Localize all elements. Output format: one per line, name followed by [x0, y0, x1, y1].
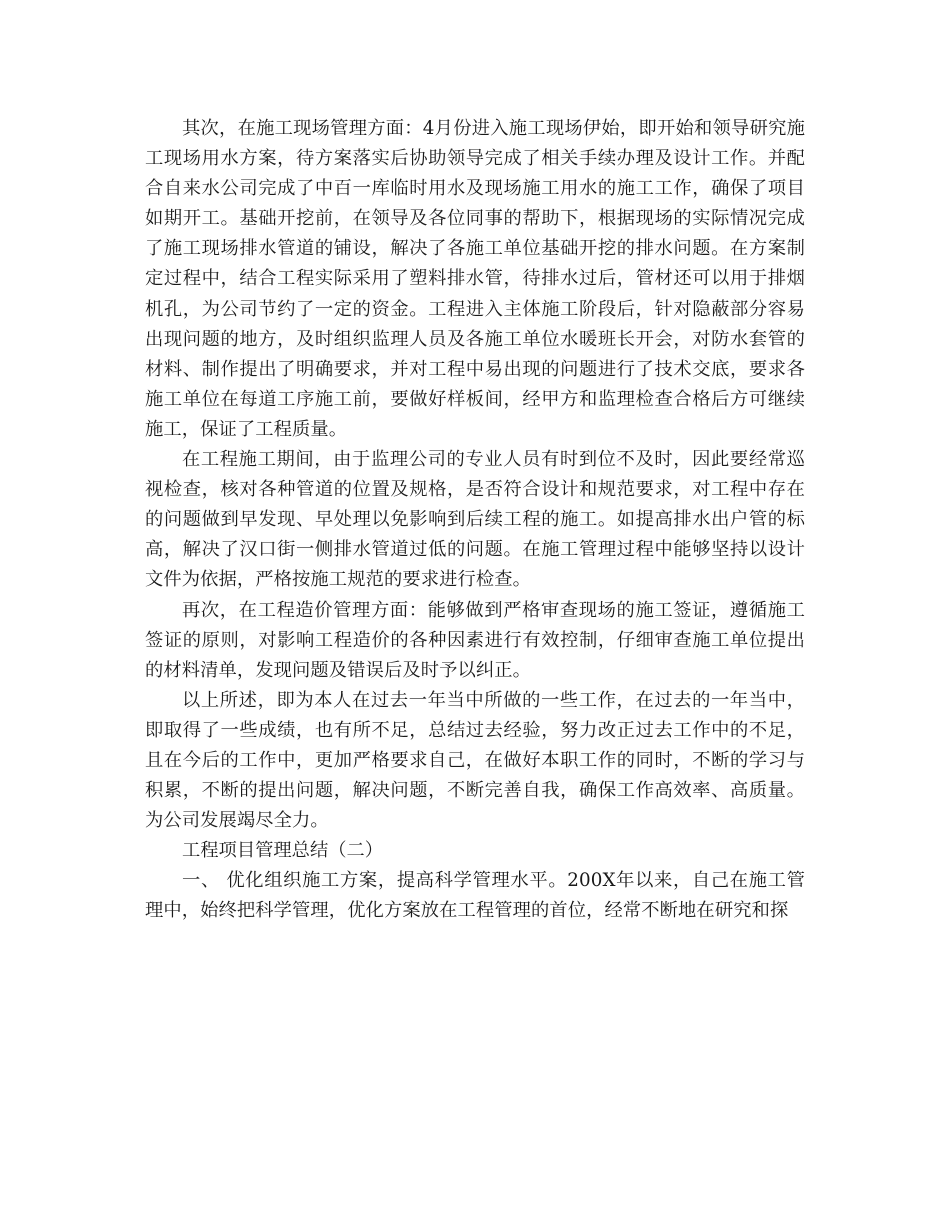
paragraph-cost-management: 再次，在工程造价管理方面：能够做到严格审查现场的施工签证，遵循施工签证的原则，对影响工程造价的各种因素进行有效控制，仔细审查施工单位提出的材料清单，发现问题及错误后及时予以纠正。	[145, 599, 805, 681]
section-title: 工程项目管理总结（二）	[182, 840, 384, 862]
paragraph-construction-period: 在工程施工期间，由于监理公司的专业人员有时到位不及时，因此要经常巡视检查，核对各种管道的位置及规格，是否符合设计和规范要求，对工程中存在的问题做到早发现、早处理以免影响到后续工程的施工。如提高排水出户管的标高，解决了汉口街一侧排水管道过低的问题。在施工管理过程中能够坚持以设计文件为依据，严格按施工规范的要求进行检查。	[145, 449, 805, 591]
document-body	[145, 114, 805, 927]
paragraph-optimization: 一、 优化组织施工方案，提高科学管理水平。200X年以来，自己在施工管理中，始终把科学管理，优化方案放在工程管理的首位，经常不断地在研究和探	[145, 870, 805, 922]
paragraph-summary: 以上所述，即为本人在过去一年当中所做的一些工作，在过去的一年当中，即取得了一些成绩，也有所不足，总结过去经验，努力改正过去工作中的不足，且在今后的工作中，更加严格要求自己，在做好本职工作的同时，不断的学习与积累，不断的提出问题，解决问题，不断完善自我，确保工作高效率、高质量。为公司发展竭尽全力。	[145, 689, 805, 832]
paragraph-site-management: 其次，在施工现场管理方面：4月份进入施工现场伊始，即开始和领导研究施工现场用水方案，待方案落实后协助领导完成了相关手续办理及设计工作。并配合自来水公司完成了中百一库临时用水及现场施工用水的施工工作，确保了项目如期开工。基础开挖前，在领导及各位同事的帮助下，根据现场的实际情况完成了施工现场排水管道的铺设，解决了各施工单位基础开挖的排水问题。在方案制定过程中，结合工程实际采用了塑料排水管，待排水过后，管材还可以用于排烟机孔，为公司节约了一定的资金。工程进入主体施工阶段后，针对隐蔽部分容易出现问题的地方，及时组织监理人员及各施工单位水暖班长开会，对防水套管的材料、制作提出了明确要求，并对工程中易出现的问题进行了技术交底，要求各施工单位在每道工序施工前，要做好样板间，经甲方和监理检查合格后方可继续施工，保证了工程质量。	[145, 118, 805, 440]
